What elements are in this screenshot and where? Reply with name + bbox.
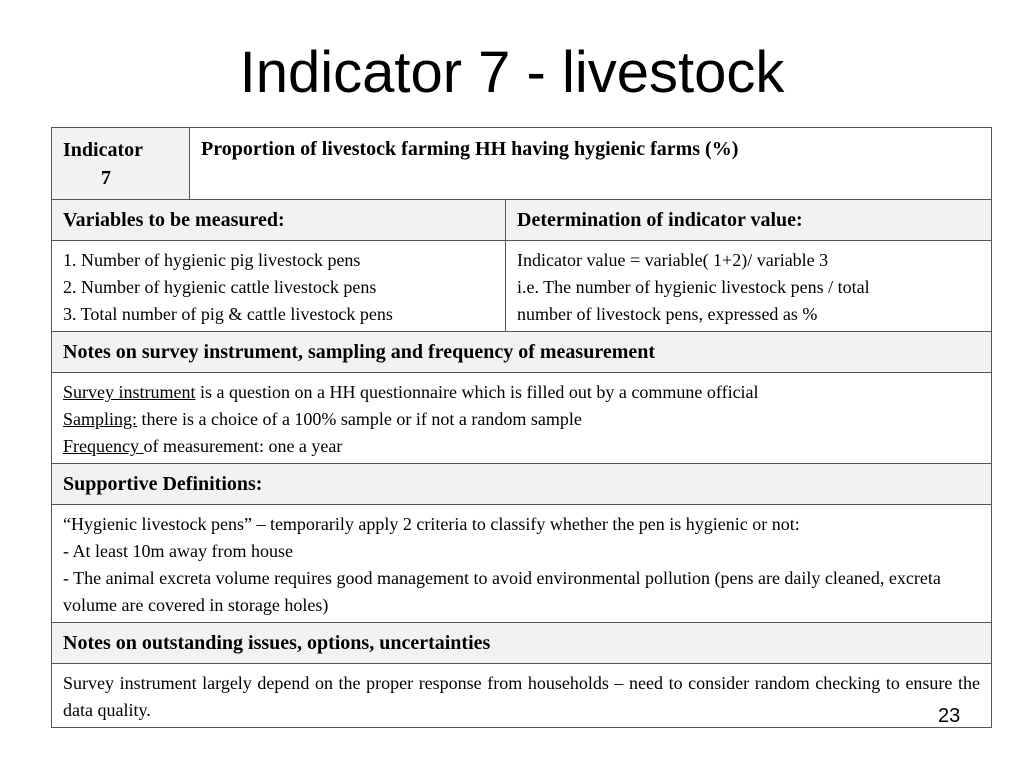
outstanding-header-row xyxy=(52,623,992,664)
sampling-line xyxy=(63,406,980,433)
definition-line: - The animal excreta volume requires good management to avoid environmental pollution (pens are daily cleaned, excreta volume are covered in storage holes) xyxy=(63,568,941,615)
indicator-label-cell xyxy=(52,128,190,200)
frequency-label: Frequency xyxy=(63,436,144,456)
definitions-body xyxy=(52,505,992,623)
variables-header-row xyxy=(52,200,992,241)
survey-instrument-text: is a question on a HH questionnaire which is filled out by a commune official xyxy=(195,382,759,402)
sampling-label: Sampling: xyxy=(63,409,138,429)
variables-list xyxy=(52,241,506,332)
variable-item: 1. Number of hygienic pig livestock pens xyxy=(63,250,361,270)
survey-instrument-line xyxy=(63,379,980,406)
determination-line: number of livestock pens, expressed as % xyxy=(517,304,818,324)
frequency-line xyxy=(63,433,980,460)
definitions-header-row xyxy=(52,464,992,505)
survey-instrument-label: Survey instrument xyxy=(63,382,196,402)
variable-item: 2. Number of hygienic cattle livestock pens xyxy=(63,277,377,297)
frequency-text: of measurement: one a year xyxy=(143,436,343,456)
indicator-label-line2: 7 xyxy=(101,167,111,189)
indicator-table xyxy=(51,127,992,728)
notes-survey-body-row xyxy=(52,373,992,464)
indicator-name: Proportion of livestock farming HH having hygienic farms (%) xyxy=(190,128,992,200)
slide-title: Indicator 7 - livestock xyxy=(239,40,785,105)
variables-header: Variables to be measured: xyxy=(52,200,506,241)
determination-line: i.e. The number of hygienic livestock pens / total xyxy=(517,277,870,297)
determination-header: Determination of indicator value: xyxy=(506,200,992,241)
definition-line: “Hygienic livestock pens” – temporarily apply 2 criteria to classify whether the pen is hygienic or not: xyxy=(63,514,800,534)
definition-line: - At least 10m away from house xyxy=(63,541,293,561)
notes-survey-header: Notes on survey instrument, sampling and frequency of measurement xyxy=(52,332,992,373)
sampling-text: there is a choice of a 100% sample or if not a random sample xyxy=(137,409,582,429)
definitions-header: Supportive Definitions: xyxy=(52,464,992,505)
outstanding-body-row xyxy=(52,664,992,728)
notes-survey-header-row xyxy=(52,332,992,373)
page-number: 23 xyxy=(938,705,961,727)
outstanding-text: Survey instrument largely depend on the proper response from households – need to consider random checking to ensure the data quality. xyxy=(52,664,992,728)
indicator-row xyxy=(52,128,992,200)
determination-line: Indicator value = variable( 1+2)/ variable 3 xyxy=(517,250,829,270)
variables-body-row xyxy=(52,241,992,332)
indicator-label-line1: Indicator xyxy=(63,139,143,161)
variable-item: 3. Total number of pig & cattle livestock pens xyxy=(63,304,393,324)
notes-survey-body xyxy=(52,373,992,464)
determination-text xyxy=(506,241,992,332)
definitions-body-row xyxy=(52,505,992,623)
outstanding-header: Notes on outstanding issues, options, uncertainties xyxy=(52,623,992,664)
